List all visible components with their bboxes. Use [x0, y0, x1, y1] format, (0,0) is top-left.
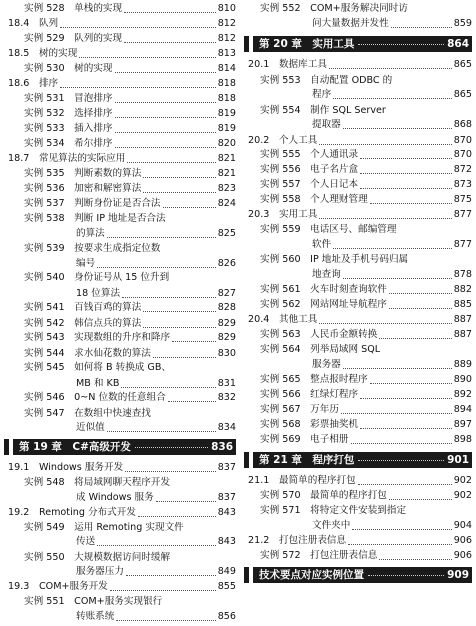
toc-entry-title: 实例 557 个人日记本: [260, 179, 359, 190]
toc-page-number: 837: [217, 462, 236, 473]
chapter-marker-icon: [6, 439, 13, 455]
dot-leader: [360, 398, 452, 399]
toc-entry-title: 实例 559 电话区号、邮编管理: [260, 224, 397, 235]
toc-entry-title: 18.5 树的实现: [8, 48, 78, 59]
toc-entry-title: 实例 552 COM+服务解决同时访: [260, 3, 408, 14]
toc-page-number: 843: [217, 507, 236, 518]
toc-page-number: 818: [217, 78, 236, 89]
toc-entry-title: 实例 544 求水仙花数的算法: [24, 348, 151, 359]
dot-leader: [143, 311, 215, 312]
toc-page-number: 828: [217, 302, 236, 313]
dot-leader: [319, 323, 451, 324]
toc-page-number: 827: [217, 288, 236, 299]
dot-leader: [115, 102, 216, 103]
toc-entry-title: 实例 572 打包注册表信息: [260, 550, 378, 561]
toc-entry-title: 地查询: [312, 269, 341, 280]
dot-leader: [360, 173, 452, 174]
toc-entry-title: 实例 563 人民币金额转换: [260, 329, 378, 340]
toc-page-number: 829: [217, 318, 236, 329]
toc-page-number: 812: [217, 33, 236, 44]
toc-page-number: 898: [453, 434, 472, 445]
dot-leader: [126, 575, 216, 576]
toc-entry-title: 20.3 实用工具: [248, 209, 318, 220]
dot-leader: [115, 72, 216, 73]
toc-entry-title: 近似值: [76, 422, 105, 433]
dot-leader: [97, 267, 216, 268]
toc-page-number: 902: [453, 490, 472, 501]
toc-page-number: 829: [217, 332, 236, 343]
toc-entry-title: 服务器: [312, 359, 341, 370]
chapter-heading: [4, 439, 236, 455]
dot-leader: [360, 158, 452, 159]
toc-page-number: 819: [217, 108, 236, 119]
toc-page-number: 870: [453, 149, 472, 160]
toc-page-number: 813: [217, 48, 236, 59]
toc-page-number: 830: [217, 348, 236, 359]
toc-page-number: 821: [217, 168, 236, 179]
dot-leader: [116, 620, 215, 621]
toc-entry-title: 18 位算法: [76, 288, 121, 299]
toc-page-number: 821: [217, 153, 236, 164]
dot-leader: [143, 177, 215, 178]
toc-entry-title: 软件: [312, 239, 332, 250]
toc-entry-title: 实例 568 彩票抽奖机: [260, 419, 359, 430]
dot-leader: [60, 87, 216, 88]
toc-page-number: 831: [217, 378, 236, 389]
toc-entry-title: 实例 538 判断 IP 地址是否合法: [24, 213, 166, 224]
toc-entry-title: 第 21 章 程序打包: [259, 454, 355, 466]
dot-leader: [329, 68, 452, 69]
toc-page-number: 877: [453, 239, 472, 250]
toc-entry-title: 实例 533 插入排序: [24, 123, 113, 134]
toc-entry-title: 21.1 最简单的程序打包: [248, 475, 356, 486]
toc-page-number: 837: [217, 492, 236, 503]
toc-entry-title: 文件夹中: [312, 520, 351, 531]
toc-page-number: 897: [453, 419, 472, 430]
toc-page-number: 902: [453, 475, 472, 486]
toc-entry-title: 实例 560 IP 地址及手机号码归属: [260, 254, 409, 265]
toc-entry-title: 实例 543 实现数组的升序和降序: [24, 332, 171, 343]
dot-leader: [379, 338, 451, 339]
dot-leader: [352, 529, 451, 530]
toc-entry-title: 实例 528 单栈的实现: [24, 3, 123, 14]
toc-entry-title: 第 20 章 实用工具: [259, 38, 355, 50]
toc-page-number: 877: [453, 209, 472, 220]
toc-entry-title: 18.4 队列: [8, 18, 59, 29]
toc-entry-title: 实例 545 如何将 B 转换成 GB、: [24, 362, 172, 373]
toc-entry-title: 20.4 其他工具: [248, 314, 318, 325]
dot-leader: [379, 559, 451, 560]
dot-leader: [122, 297, 216, 298]
dot-leader: [343, 368, 452, 369]
dot-leader: [60, 27, 216, 28]
toc-page-number: 856: [217, 611, 236, 622]
toc-entry-title: 实例 547 在数组中快速查找: [24, 408, 151, 419]
toc-entry-title: 实例 550 大规模数据访问时缓解: [24, 552, 171, 563]
chapter-heading: [244, 36, 472, 52]
toc-entry-title: 20.1 数据库工具: [248, 59, 327, 70]
dot-leader: [79, 57, 215, 58]
toc-entry-title: 实例 532 选择排序: [24, 108, 113, 119]
dot-leader: [389, 293, 452, 294]
toc-entry-title: 实例 553 自动配置 ODBC 的: [260, 75, 393, 86]
toc-page-number: 836: [211, 441, 233, 453]
toc-entry-title: 21.2 打包注册表信息: [248, 535, 347, 546]
dot-leader: [351, 443, 452, 444]
toc-entry-title: 实例 536 加密和解密算法: [24, 183, 142, 194]
toc-entry-title: 实例 558 个人理财管理: [260, 194, 368, 205]
toc-page-number: 870: [453, 135, 472, 146]
dot-leader: [124, 12, 216, 13]
toc-entry-title: 实例 546 0~N 位数的任意组合: [24, 392, 166, 403]
toc-entry-title: 实例 531 冒泡排序: [24, 93, 113, 104]
toc-entry-title: 实例 570 最简单的程序打包: [260, 490, 387, 501]
toc-entry-title: 实例 549 运用 Remoting 实现文件: [24, 522, 184, 533]
dot-leader: [153, 357, 216, 358]
toc-page-number: 820: [217, 138, 236, 149]
dot-leader: [368, 575, 444, 576]
toc-entry-title: 成 Windows 服务: [76, 492, 154, 503]
toc-page-number: 901: [447, 454, 469, 466]
dot-leader: [107, 237, 216, 238]
toc-page-number: 819: [217, 123, 236, 134]
toc-entry-title: 的算法: [76, 228, 105, 239]
dot-leader: [333, 98, 452, 99]
toc-page-number: 814: [217, 63, 236, 74]
dot-leader: [360, 428, 452, 429]
toc-page-number: 906: [453, 550, 472, 561]
toc-page-number: 849: [217, 566, 236, 577]
toc-entry-title: 实例 566 红绿灯程序: [260, 389, 359, 400]
dot-leader: [358, 460, 444, 461]
toc-entry-title: 实例 567 万年历: [260, 404, 339, 415]
toc-page-number: 823: [217, 183, 236, 194]
toc-entry-title: 19.2 Remoting 分布式开发: [8, 507, 136, 518]
dot-leader: [168, 401, 216, 402]
toc-page-number: 864: [447, 38, 469, 50]
toc-entry-title: 程序: [312, 89, 332, 100]
toc-entry-title: 18.7 常见算法的实际应用: [8, 153, 126, 164]
toc-entry-title: 19.3 COM+服务开发: [8, 581, 108, 592]
toc-page-number: 865: [453, 89, 472, 100]
toc-entry-title: 实例 556 电子名片盒: [260, 164, 359, 175]
toc-entry-title: 技术要点对应实例位置: [259, 569, 364, 581]
toc-entry-title: 转账系统: [76, 611, 115, 622]
dot-leader: [138, 516, 216, 517]
toc-entry-title: 实例 542 韩信点兵的算法: [24, 318, 142, 329]
toc-page-number: 909: [447, 569, 469, 581]
toc-entry-title: 18.6 排序: [8, 78, 59, 89]
toc-entry-title: 19.1 Windows 服务开发: [8, 462, 124, 473]
toc-entry-title: 实例 539 按要求生成指定位数: [24, 243, 161, 254]
toc-page-number: 834: [217, 422, 236, 433]
dot-leader: [125, 471, 215, 472]
chapter-marker-icon: [246, 567, 253, 583]
dot-leader: [107, 431, 216, 432]
dot-leader: [348, 544, 452, 545]
dot-leader: [319, 144, 451, 145]
chapter-heading: [244, 567, 472, 583]
dot-leader: [143, 327, 215, 328]
dot-leader: [115, 147, 216, 148]
toc-page-number: 878: [453, 269, 472, 280]
toc-page-number: 812: [217, 18, 236, 29]
toc-page-number: 810: [217, 3, 236, 14]
toc-entry-title: 提取器: [312, 119, 341, 130]
toc-entry-title: 实例 537 判断身份证是否合法: [24, 198, 161, 209]
toc-page-number: 887: [453, 329, 472, 340]
toc-page-number: 865: [453, 59, 472, 70]
toc-entry-title: 实例 569 电子相册: [260, 434, 349, 445]
dot-leader: [121, 387, 215, 388]
dot-leader: [370, 203, 452, 204]
toc-entry-title: 实例 571 将特定文件安装到指定: [260, 505, 407, 516]
dot-leader: [333, 248, 452, 249]
toc-entry-title: 传送: [76, 536, 96, 547]
toc-entry-title: 实例 540 身份证号从 15 位升到: [24, 272, 170, 283]
toc-example: [244, 431, 472, 449]
toc-page-number: 904: [453, 520, 472, 531]
dot-leader: [343, 278, 452, 279]
toc-entry-title: 实例 535 判断素数的算法: [24, 168, 142, 179]
toc-continuation: [4, 419, 236, 437]
dot-leader: [389, 308, 452, 309]
dot-leader: [358, 44, 444, 45]
dot-leader: [370, 383, 452, 384]
toc-page-number: 818: [217, 93, 236, 104]
toc-page-number: 824: [217, 198, 236, 209]
toc-entry-title: 实例 565 整点报时程序: [260, 374, 368, 385]
toc-page-number: 875: [453, 194, 472, 205]
toc-entry-title: 实例 551 COM+服务实现银行: [24, 596, 163, 607]
toc-page-number: 868: [453, 119, 472, 130]
dot-leader: [358, 484, 452, 485]
dot-leader: [391, 27, 452, 28]
toc-entry-title: 实例 548 将局域网聊天程序开发: [24, 477, 171, 488]
toc-page-number: 894: [453, 404, 472, 415]
chapter-marker-icon: [246, 452, 253, 468]
dot-leader: [343, 128, 452, 129]
toc-page-number: 873: [453, 179, 472, 190]
toc-page-number: 825: [217, 228, 236, 239]
dot-leader: [319, 218, 451, 219]
toc-example: [244, 547, 472, 565]
dot-leader: [341, 413, 452, 414]
dot-leader: [156, 501, 216, 502]
toc-entry-title: 编号: [76, 258, 96, 269]
toc-entry-title: 问大量数据并发性: [312, 18, 389, 29]
toc-page-number: 843: [217, 536, 236, 547]
chapter-heading: [244, 452, 472, 468]
dot-leader: [389, 499, 452, 500]
dot-leader: [97, 545, 216, 546]
dot-leader: [360, 188, 452, 189]
toc-entry-title: 实例 554 制作 SQL Server: [260, 105, 386, 116]
dot-leader: [124, 42, 216, 43]
toc-page-number: 906: [453, 535, 472, 546]
toc-entry-title: MB 和 KB: [76, 378, 120, 389]
dot-leader: [110, 590, 216, 591]
toc-entry-title: 实例 562 网站网址导航程序: [260, 299, 387, 310]
toc-page-number: 889: [453, 359, 472, 370]
toc-page-number: 887: [453, 314, 472, 325]
toc-entry-title: 实例 564 列举局域网 SQL: [260, 344, 381, 355]
dot-leader: [127, 162, 215, 163]
toc-page-number: 872: [453, 164, 472, 175]
toc-page-number: 890: [453, 374, 472, 385]
toc-page-number: 885: [453, 299, 472, 310]
toc-entry-title: 实例 541 百钱百鸡的算法: [24, 302, 142, 313]
toc-entry-title: 实例 555 个人通讯录: [260, 149, 359, 160]
chapter-marker-icon: [246, 36, 253, 52]
toc-page-number: 859: [453, 18, 472, 29]
dot-leader: [163, 207, 216, 208]
dot-leader: [172, 341, 216, 342]
toc-continuation: [244, 15, 472, 33]
toc-page-number: 855: [217, 581, 236, 592]
toc-entry-title: 服务器压力: [76, 566, 124, 577]
toc-page-number: 832: [217, 392, 236, 403]
toc-continuation: [4, 608, 236, 626]
toc-page-number: 826: [217, 258, 236, 269]
dot-leader: [115, 132, 216, 133]
toc-entry-title: 20.2 个人工具: [248, 135, 318, 146]
toc-entry-title: 实例 534 希尔排序: [24, 138, 113, 149]
dot-leader: [135, 447, 208, 448]
toc-entry-title: 实例 561 火车时刻查询软件: [260, 284, 387, 295]
toc-page-number: 882: [453, 284, 472, 295]
toc-page-number: 892: [453, 389, 472, 400]
dot-leader: [143, 192, 215, 193]
toc-entry-title: 实例 530 树的实现: [24, 63, 113, 74]
dot-leader: [115, 117, 216, 118]
toc-entry-title: 实例 529 队列的实现: [24, 33, 123, 44]
toc-entry-title: 第 19 章 C#高级开发: [19, 441, 131, 453]
